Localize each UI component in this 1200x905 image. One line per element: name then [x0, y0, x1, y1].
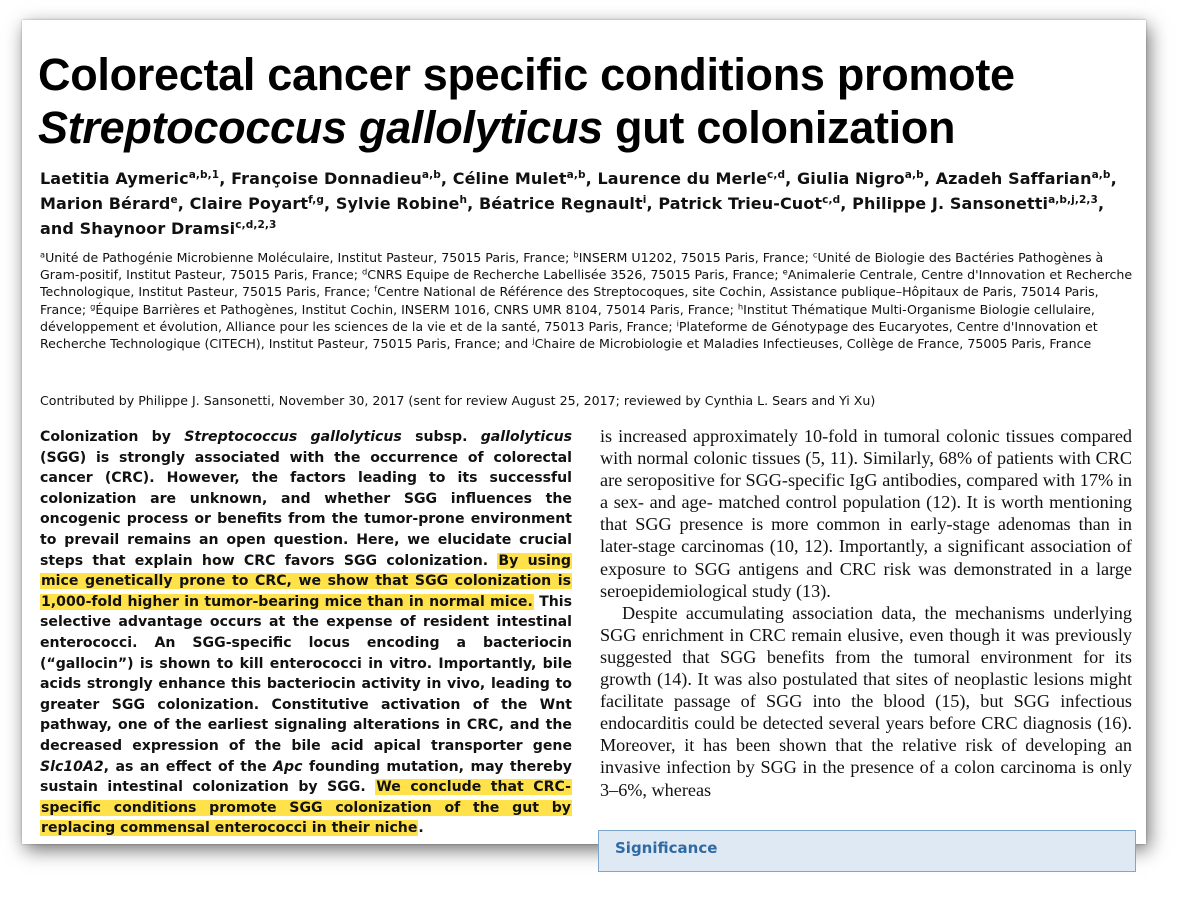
author-name: Giulia Nigro: [797, 169, 905, 188]
affiliation-marker: f: [374, 283, 378, 294]
affiliation-text: Chaire de Microbiologie et Maladies Infectieuses, Collège de France, 75005 Paris, France: [534, 336, 1092, 352]
abstract-text: This selective advantage occurs at the expense of resident intestinal enterococci. An SGG-specific locus encoding a bacteriocin (“gallocin”) is shown to kill enterococci in vitro. Importantly, bile acids strongly enhance this bacteriocin activity in vivo, leading to greater SGG colonization. Constitutive activation of the Wnt pathway, one of the earliest signaling alterations in CRC, and the decreased expression of the bile acid apical transporter gene: [40, 593, 572, 754]
author-affiliation-marker: c,d: [767, 169, 786, 182]
author-affiliation-marker: a,b: [421, 169, 441, 182]
author-separator: ,: [219, 169, 232, 188]
significance-heading: Significance: [615, 839, 718, 857]
author-affiliation-marker: f,g: [308, 194, 325, 207]
affiliation-text: Plateforme de Génotypage des Eucaryotes, Centre d'Innovation et Recherche Technologique (CITECH), Institut Pasteur, 75015 Paris, France; and: [40, 318, 1098, 352]
author-separator: ,: [1110, 169, 1117, 188]
affiliation-marker: d: [362, 266, 368, 277]
body-paragraph: is increased approximately 10-fold in tumoral colonic tissues compared with normal colonic tissues (5, 11). Similarly, 68% of patients with CRC are seropositive for SGG-specific IgG antibodies, compared with 17% in a sex- and age- matched control population (12). It is worth mentioning that SGG presence is more common in early-stage adenomas than in later-stage carcinomas (10, 12). Importantly, a significant association of exposure to SGG antigens and CRC risk was demonstrated in a large seroepidemiological study (13).: [600, 426, 1132, 601]
affiliation-marker: e: [782, 266, 788, 277]
abstract-italic-subspecies: gallolyticus: [480, 429, 572, 445]
author-separator: ,: [840, 194, 853, 213]
abstract-text: .: [418, 820, 424, 837]
author-name: Sylvie Robine: [335, 194, 460, 213]
author-name: Laurence du Merle: [597, 169, 768, 188]
author-list: [40, 166, 1140, 241]
author-separator: ,: [585, 169, 598, 188]
abstract-italic-species: Streptococcus gallolyticus: [184, 429, 402, 445]
affiliations: [40, 249, 1140, 352]
author-separator: ,: [177, 194, 190, 213]
body-paragraph: Despite accumulating association data, the mechanisms underlying SGG enrichment in CRC remain elusive, even though it was previously suggested that SGG benefits from the tumoral environment for its growth (14). It was also postulated that sites of neoplastic lesions might facilitate passage of SGG into the blood (15), but SGG infectious endocarditis could be detected several years before CRC diagnosis (16). Moreover, it has been shown that the relative risk of developing an invasive infection by SGG in the presence of a colon carcinoma is only 3–6%, whereas: [600, 602, 1132, 800]
author-separator: ,: [467, 194, 479, 213]
affiliation-marker: g: [90, 301, 96, 312]
affiliation-text: Institut Thématique Multi-Organisme Biologie cellulaire, développement et évolution, Alliance pour les sciences de la vie et de la santé, 75013 Paris, France;: [40, 301, 1095, 334]
abstract-italic-gene: Slc10A2: [40, 758, 104, 775]
abstract-text: founding mutation, may thereby sustain intestinal colonization by SGG.: [40, 758, 572, 796]
author-affiliation-marker: i: [642, 194, 647, 207]
author-separator: ,: [1097, 194, 1105, 213]
affiliation-text: Unité de Pathogénie Microbienne Moléculaire, Institut Pasteur, 75015 Paris, France;: [45, 250, 574, 265]
author-separator: ,: [785, 169, 797, 188]
author-affiliation-marker: a,b: [1091, 169, 1111, 182]
affiliation-marker: a: [40, 249, 46, 260]
author-affiliation-marker: c,d,2,3: [235, 219, 277, 232]
author-affiliation-marker: h: [459, 194, 468, 207]
affiliation-marker: b: [573, 249, 579, 260]
title-line-2-rest: gut colonization: [602, 102, 956, 153]
abstract-text: (SGG) is strongly associated with the occurrence of colorectal cancer (CRC). However, the factors leading to its successful colonization are unknown, and whether SGG influences the oncogenic process or benefits from the tumor-prone environment to prevail remains an open question. Here, we elucidate crucial steps that explain how CRC favors SGG colonization.: [40, 449, 572, 569]
paper-title: [38, 48, 1128, 154]
affiliation-marker: c: [812, 249, 818, 260]
abstract-text: , as an effect of the: [103, 758, 274, 775]
author-name: Patrick Trieu-Cuot: [658, 194, 823, 213]
author-separator: ,: [324, 194, 336, 213]
author-affiliation-marker: e: [170, 194, 178, 207]
title-line-1: Colorectal cancer specific conditions promote: [38, 49, 1015, 100]
abstract: [40, 427, 572, 839]
author-name: Azadeh Saffarian: [935, 169, 1092, 188]
author-separator: ,: [440, 169, 453, 188]
author-name: and Shaynoor Dramsi: [40, 219, 236, 238]
author-name: Marion Bérard: [40, 194, 171, 213]
title-species-name: Streptococcus gallolyticus: [38, 102, 603, 153]
author-name: Céline Mulet: [452, 169, 567, 188]
author-affiliation-marker: a,b: [904, 169, 924, 182]
author-name: Claire Poyart: [189, 194, 309, 213]
author-affiliation-marker: a,b: [566, 169, 586, 182]
author-affiliation-marker: a,b,j,2,3: [1048, 194, 1098, 207]
affiliation-text: Animalerie Centrale, Centre d'Innovation et Recherche Technologique, Institut Pasteur, 75015 Paris, France;: [40, 267, 1133, 300]
author-separator: ,: [646, 194, 659, 213]
paper-page: [22, 20, 1146, 857]
significance-box: [598, 830, 1136, 872]
body-text-column: [600, 425, 1132, 801]
author-affiliation-marker: a,b,1: [188, 169, 220, 182]
abstract-italic-gene: Apc: [273, 758, 303, 775]
author-name: Béatrice Regnault: [478, 194, 643, 213]
highlighted-finding: By using mice genetically prone to CRC, we show that SGG colonization is 1,000-fold higher in tumor-bearing mice than in normal mice.: [41, 552, 571, 610]
author-name: Françoise Donnadieu: [231, 169, 422, 188]
affiliation-text: CNRS Equipe de Recherche Labellisée 3526, 75015 Paris, France;: [367, 267, 783, 283]
affiliation-marker: h: [737, 301, 744, 312]
author-separator: ,: [923, 169, 936, 188]
affiliation-text: Centre National de Référence des Streptocoques, site Cochin, Assistance publique–Hôpitaux de Paris, 75014 Paris, France;: [40, 284, 1099, 317]
abstract-text: subsp.: [401, 429, 481, 445]
affiliation-text: Équipe Barrières et Pathogènes, Institut Cochin, INSERM 1016, CNRS UMR 8104, 75014 Paris, France;: [95, 301, 738, 317]
affiliation-text: Unité de Biologie des Bactéries Pathogènes à Gram-positif, Institut Pasteur, 75015 Paris, France;: [40, 250, 1104, 283]
affiliation-text: INSERM U1202, 75015 Paris, France;: [578, 250, 813, 265]
highlighted-conclusion: We conclude that CRC-specific conditions promote SGG colonization of the gut by replacing commensal enterococci in their niche: [41, 779, 571, 837]
affiliation-marker: j: [532, 335, 535, 346]
author-name: Philippe J. Sansonetti: [852, 194, 1049, 213]
abstract-text: Colonization by: [40, 429, 185, 445]
affiliation-marker: i: [676, 318, 679, 329]
author-name: Laetitia Aymeric: [40, 169, 189, 188]
author-affiliation-marker: c,d: [822, 194, 841, 207]
contribution-note: Contributed by Philippe J. Sansonetti, November 30, 2017 (sent for review August 25, 2017; reviewed by Cynthia L. Sears and Yi Xu): [40, 393, 876, 408]
